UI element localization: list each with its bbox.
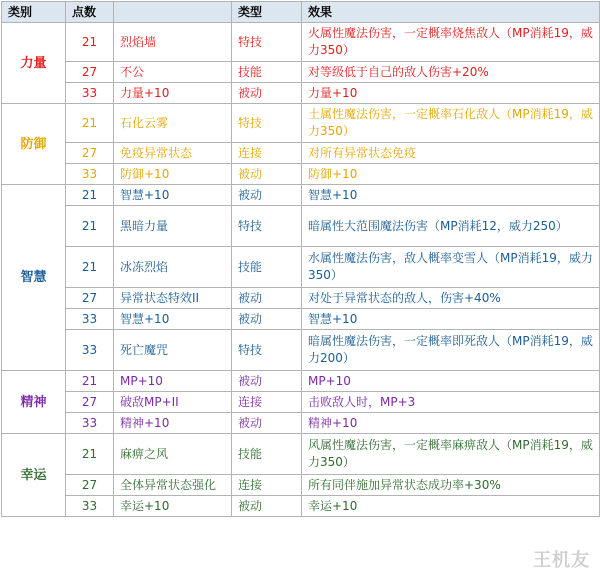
skill-name-cell: 力量+10	[114, 83, 232, 104]
skill-type-cell: 被动	[232, 185, 302, 206]
skill-type-cell: 被动	[232, 288, 302, 309]
table-row	[2, 309, 600, 330]
skill-type-cell: 技能	[232, 434, 302, 475]
table-row	[2, 434, 600, 475]
skill-effect-cell: 智慧+10	[302, 309, 600, 330]
skill-type-cell: 被动	[232, 83, 302, 104]
table-row	[2, 143, 600, 164]
table-row	[2, 206, 600, 247]
skill-type-cell: 连接	[232, 392, 302, 413]
skill-name-cell: 石化云雾	[114, 104, 232, 143]
table-row	[2, 62, 600, 83]
table-row	[2, 371, 600, 392]
points-cell: 27	[66, 143, 114, 164]
points-cell: 21	[66, 206, 114, 247]
points-cell: 33	[66, 496, 114, 517]
skill-effect-cell: 精神+10	[302, 413, 600, 434]
table-row	[2, 330, 600, 371]
skill-name-cell: 智慧+10	[114, 185, 232, 206]
table-row	[2, 392, 600, 413]
skill-name-cell: 死亡魔咒	[114, 330, 232, 371]
skill-effect-cell: MP+10	[302, 371, 600, 392]
points-cell: 33	[66, 413, 114, 434]
watermark-logo: 王机友	[533, 550, 590, 571]
skill-type-cell: 特技	[232, 330, 302, 371]
skill-name-cell: MP+10	[114, 371, 232, 392]
skill-effect-cell: 对处于异常状态的敌人，伤害+40%	[302, 288, 600, 309]
skill-effect-cell: 土属性魔法伤害，一定概率石化敌人（MP消耗19，威力350）	[302, 104, 600, 143]
points-cell: 33	[66, 164, 114, 185]
table-row	[2, 413, 600, 434]
table-row	[2, 475, 600, 496]
points-cell: 27	[66, 62, 114, 83]
skill-type-cell: 特技	[232, 104, 302, 143]
skill-name-cell: 全体异常状态强化	[114, 475, 232, 496]
points-cell: 33	[66, 330, 114, 371]
points-cell: 21	[66, 371, 114, 392]
table-row	[2, 185, 600, 206]
category-cell: 精神	[2, 371, 66, 434]
skill-effect-cell: 所有同伴施加异常状态成功率+30%	[302, 475, 600, 496]
skill-name-cell: 不公	[114, 62, 232, 83]
skill-effect-cell: 防御+10	[302, 164, 600, 185]
skill-type-cell: 被动	[232, 164, 302, 185]
skill-type-cell: 连接	[232, 475, 302, 496]
header-points: 点数	[66, 2, 114, 23]
skill-type-cell: 特技	[232, 206, 302, 247]
skill-type-cell: 被动	[232, 496, 302, 517]
points-cell: 27	[66, 475, 114, 496]
points-cell: 21	[66, 23, 114, 62]
skill-type-cell: 连接	[232, 143, 302, 164]
category-cell: 幸运	[2, 434, 66, 517]
points-cell: 33	[66, 83, 114, 104]
table-header-row	[2, 2, 600, 23]
skill-name-cell: 免疫异常状态	[114, 143, 232, 164]
skill-name-cell: 烈焰墙	[114, 23, 232, 62]
table-row	[2, 104, 600, 143]
points-cell: 27	[66, 392, 114, 413]
header-name	[114, 2, 232, 23]
skill-name-cell: 破敌MP+II	[114, 392, 232, 413]
skill-name-cell: 异常状态特效II	[114, 288, 232, 309]
skill-name-cell: 精神+10	[114, 413, 232, 434]
points-cell: 21	[66, 247, 114, 288]
skill-type-cell: 被动	[232, 309, 302, 330]
skill-effect-cell: 智慧+10	[302, 185, 600, 206]
skill-name-cell: 幸运+10	[114, 496, 232, 517]
skill-type-cell: 被动	[232, 371, 302, 392]
category-cell: 防御	[2, 104, 66, 185]
table-row	[2, 496, 600, 517]
skill-effect-cell: 暗属性魔法伤害，一定概率即死敌人（MP消耗19，威力200）	[302, 330, 600, 371]
table-row	[2, 83, 600, 104]
points-cell: 21	[66, 434, 114, 475]
skill-effect-cell: 击败敌人时，MP+3	[302, 392, 600, 413]
skill-name-cell: 智慧+10	[114, 309, 232, 330]
skill-effect-cell: 力量+10	[302, 83, 600, 104]
skill-name-cell: 冰冻烈焰	[114, 247, 232, 288]
skill-effect-cell: 水属性魔法伤害，敌人概率变雪人（MP消耗19，威力350）	[302, 247, 600, 288]
points-cell: 21	[66, 104, 114, 143]
skill-name-cell: 黑暗力量	[114, 206, 232, 247]
skill-type-cell: 被动	[232, 413, 302, 434]
skill-effect-cell: 幸运+10	[302, 496, 600, 517]
points-cell: 21	[66, 185, 114, 206]
header-category: 类别	[2, 2, 66, 23]
header-type: 类型	[232, 2, 302, 23]
skill-type-cell: 技能	[232, 62, 302, 83]
category-cell: 力量	[2, 23, 66, 104]
skill-type-cell: 技能	[232, 247, 302, 288]
skill-effect-cell: 暗属性大范围魔法伤害（MP消耗12，威力250）	[302, 206, 600, 247]
points-cell: 33	[66, 309, 114, 330]
header-effect: 效果	[302, 2, 600, 23]
table-row	[2, 247, 600, 288]
skill-effect-cell: 风属性魔法伤害，一定概率麻痹敌人（MP消耗19，威力350）	[302, 434, 600, 475]
table-row	[2, 288, 600, 309]
skill-effect-cell: 对等级低于自己的敌人伤害+20%	[302, 62, 600, 83]
skill-type-cell: 特技	[232, 23, 302, 62]
skill-name-cell: 防御+10	[114, 164, 232, 185]
points-cell: 27	[66, 288, 114, 309]
table-row	[2, 164, 600, 185]
table-row	[2, 23, 600, 62]
category-cell: 智慧	[2, 185, 66, 371]
skill-table	[1, 1, 600, 517]
skill-effect-cell: 对所有异常状态免疫	[302, 143, 600, 164]
skill-name-cell: 麻痹之风	[114, 434, 232, 475]
skill-effect-cell: 火属性魔法伤害，一定概率烧焦敌人（MP消耗19，威力350）	[302, 23, 600, 62]
